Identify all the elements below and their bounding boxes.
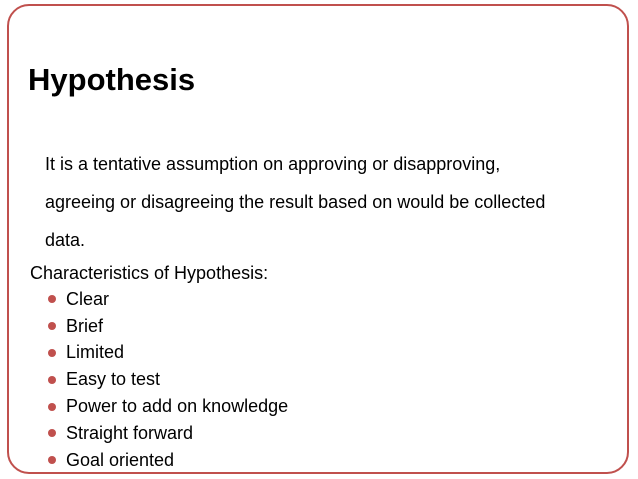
- intro-line: agreeing or disagreeing the result based on would be collected: [45, 192, 546, 212]
- intro-line: It is a tentative assumption on approving or disapproving,: [45, 154, 501, 174]
- bullet-dot-icon: [48, 403, 56, 411]
- list-item: [48, 420, 288, 447]
- bullet-dot-icon: [48, 322, 56, 330]
- list-item: [48, 447, 288, 474]
- bullet-dot-icon: [48, 376, 56, 384]
- list-item: [48, 286, 288, 313]
- bullet-dot-icon: [48, 429, 56, 437]
- list-item-label: Straight forward: [66, 422, 194, 443]
- bullet-dot-icon: [48, 456, 56, 464]
- list-item: [48, 313, 288, 340]
- list-item-label: Goal oriented: [66, 449, 175, 470]
- list-item: [48, 393, 288, 420]
- list-item-label: Brief: [66, 315, 104, 336]
- list-item: [48, 340, 288, 367]
- slide-title: Hypothesis: [28, 62, 196, 97]
- list-item-label: Easy to test: [66, 369, 161, 390]
- list-item-label: Power to add on knowledge: [66, 396, 289, 417]
- list-item-label: Limited: [66, 342, 125, 363]
- characteristics-heading: Characteristics of Hypothesis:: [30, 263, 269, 283]
- characteristics-list: [48, 286, 288, 474]
- intro-line: data.: [45, 230, 86, 250]
- bullet-dot-icon: [48, 349, 56, 357]
- intro-paragraph: [45, 145, 605, 259]
- list-item-label: Clear: [66, 288, 110, 309]
- bullet-dot-icon: [48, 295, 56, 303]
- list-item: [48, 366, 288, 393]
